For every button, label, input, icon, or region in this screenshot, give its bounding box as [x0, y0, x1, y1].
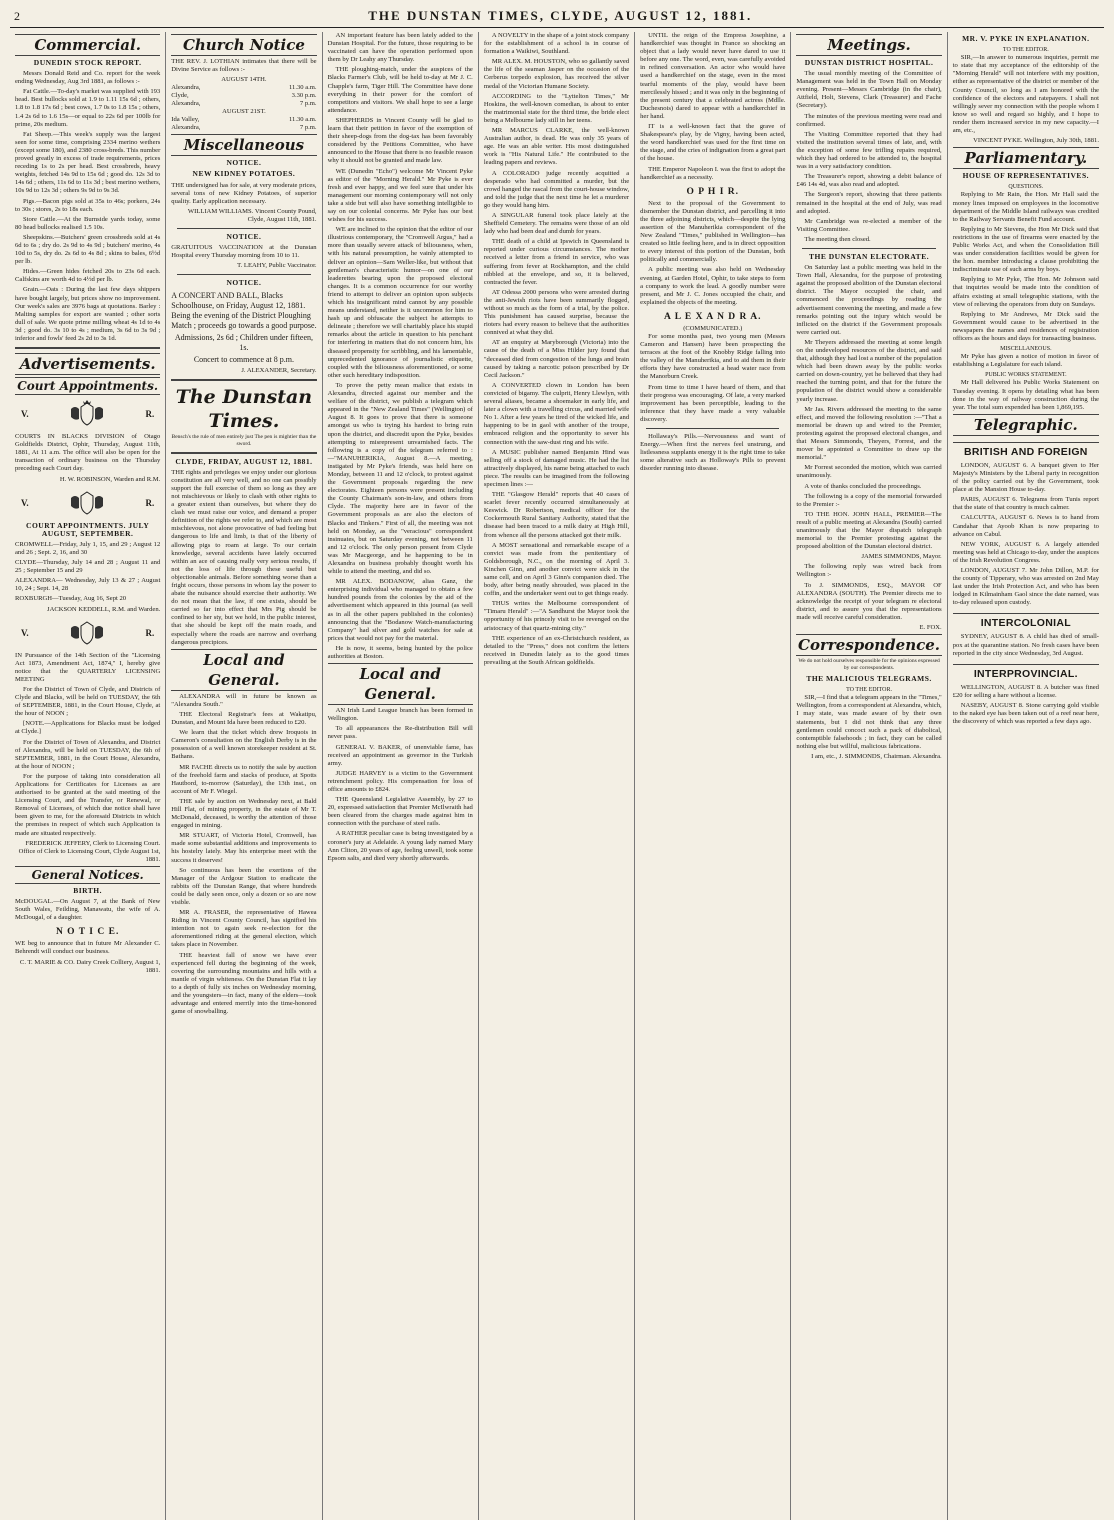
commercial-heading: Commercial. — [15, 34, 160, 56]
parliament-paragraph: Replying to Mr Andrews, Mr Dick said the Government would cause to be advertised in the newspapers the names and residences of registration officers as the hours and days for transacting business. — [952, 310, 1099, 342]
local-paragraph: THE Electoral Registrar's fees at Wakatipu, Dunstan, and Mount Ida have been reduced to £20. — [171, 710, 317, 727]
divider — [171, 379, 316, 381]
correspondence-note: We do not hold ourselves responsible for the opinions expressed by our correspondents. — [798, 658, 940, 672]
licensing-paragraph: [NOTE.—Applications for Blacks must be lodged at Clyde.] — [15, 720, 161, 736]
licensing-paragraph: For the purpose of taking into consideration all Applications for Certificates for Licenses as are authorised to be granted at the said meeting of the Licensing Court, and the Transfer, or Renewal, or Removal of Licenses, of which due notice shall have been given to me, for the aforesaid Districts in which the premises in respect of which such Application is made are situated respectively. — [15, 772, 161, 837]
divider — [802, 248, 935, 249]
licensing-paragraph: IN Pursuance of the 14th Section of the "Licensing Act 1873, Amendment Act, 1874," I, hereby give notice that the QUARTERLY LICENSING MEETING — [15, 651, 161, 683]
notice-signature: C. T. MARIE & CO. Dairy Creek Colliery, August 1, 1881. — [19, 958, 161, 974]
parliament-paragraph: Replying to Mr Pyke, The Hon. Mr Johnson said that inquiries would be made into the condition of affairs existing at small telegraphic stations, with the view of relieving the operators from duty on Sundays. — [952, 276, 1099, 308]
time: 7 p.m. — [299, 124, 317, 132]
royal-arms-icon — [67, 488, 107, 518]
table-row — [171, 92, 316, 100]
correspondence-heading: Correspondence. — [798, 636, 941, 655]
royal-cipher-r: R. — [145, 409, 155, 420]
hospital-paragraph: The meeting then closed. — [804, 235, 871, 243]
news-paragraph: AT Odessa 2000 persons who were arrested during the anti-Jewish riots have been summarily flogged, without so much as the form of a trial, by the police. This punishment has caused surprise, because the rioters had every reason to believe that the authorities connived at what they did. — [483, 288, 630, 337]
table-row — [171, 100, 316, 108]
column-1 — [10, 32, 166, 1520]
table-row — [171, 124, 316, 132]
stock-report-title: DUNEDIN STOCK REPORT. — [33, 58, 142, 67]
letter-paragraph: SIR,—I find that a telegram appears in the "Times," Wellington, from a correspondent at Alexandra, which, I may state, was made aware of by their own statements, but I did not think that any three gentlemen could concoct such a pack of diabolical, contemptible falsehoods ; in fact, they can be called nothing else but willful, malicious fabrications. — [796, 694, 942, 750]
editorial-paragraph: THE rights and privileges we enjoy under our glorious constitution are all very well, and no one can possibly support the full exercise of them so long as they are not mischievous or likely to clash with other rights to a greater extent than ourselves, but where they do clash we must raise our voice, and demand a proper definition of the rights we refer to, and which are most mischievous, not alone provocative of bad feeling but dangerous to life and limb, is that of the liberty of allowing pigs to roam at large. To our certain knowledge, several accidents have lately occurred within an ace of causing really very serious results, if not the loss of life through these useful but objectionable animals. Before something worse than a fright occurs, those persons in whom lay the power to abate the nuisance should exercise their authority. We do not mean that the law, if one exists, should be carried so far into effect that Mrs Pig should be confined to her sty, but we hold, in the public interest, that she should be kept off the main roads, and especially where the roads are narrow and overhang dangerous precipices. — [171, 468, 317, 646]
licensing-paragraph: For the District of Town of Alexandra, and District of Alexandra, will be held on TUESDAY, the 6th of SEPTEMBER, 1881, in the Court House, Alexandra, at the hour of NOON ; — [15, 738, 161, 770]
church-date: AUGUST 21ST. — [222, 108, 266, 116]
memorial-signature: JAMES SIMMONDS, Mayor. — [861, 553, 942, 561]
church-timetable — [171, 116, 316, 132]
alexandra-paragraph: From time to time I have heard of them, and that their progress was encouraging. Of late, a very marked improvement has been perceptible, leading to the inference that they have made a very valuable discovery. — [640, 383, 786, 423]
stock-paragraph: Store Cattle.—At the Burnside yards today, some 80 head bullocks realised 1.5 10s. — [15, 215, 161, 231]
column-7 — [948, 32, 1104, 1520]
news-paragraph: IT is a well-known fact that the grave of Shakespeare's play, by de Vigny, having been acted, the word handkerchief was used for the first time on the stage, and the cries of indignation from a great part of the house. — [640, 123, 786, 163]
court-appointments-heading: Court Appointments. — [15, 377, 160, 395]
table-row — [171, 116, 316, 124]
royal-arms — [21, 618, 154, 648]
newspaper-title: The Dunstan Times. — [175, 385, 313, 432]
telegram-paragraph: CALCUTTA, AUGUST 6. News is to hand from Candahar that Ayoob Khan is now preparing to advance on Cabul. — [952, 514, 1099, 538]
news-paragraph: A SINGULAR funeral took place lately at the Sheffield Cemetery. The remains were those of an old lady who had been deaf and dumb for years. — [483, 211, 630, 236]
alexandra-heading: A L E X A N D R A. — [664, 311, 762, 322]
local-paragraph: THE sale by auction on Wednesday next, at Bald Hill Flat, of mining property, in the estate of Mr T. McDonald, deceased, is worthy the attention of those engaged in mining. — [171, 797, 317, 830]
local-paragraph: MR STUART, of Victoria Hotel, Cromwell, has made some substantial additions and improvements to his hostelry lately. May his enterprise meet with the success it deserves! — [171, 832, 317, 864]
local-general-heading: Local and General. — [328, 663, 473, 705]
miscellaneous-heading: Miscellaneous — [171, 134, 316, 156]
notice-subtitle: NEW KIDNEY POTATOES. — [192, 169, 296, 179]
pyke-letter-to: TO THE EDITOR. — [1002, 47, 1049, 54]
questions-subheading: QUESTIONS. — [1008, 184, 1044, 191]
news-paragraph: THE death of a child at Ipswich in Queensland is reported under curious circumstances. The mother received a letter from a friend in service, who was suffering from fever at Rockhampton, and the child nibbled at the envelope, and so, it is believed, contracted the fever. — [483, 238, 630, 286]
news-paragraph: A COLORADO judge recently acquitted a desperado who had committed a murder, but the crowd hanged the rascal from the court-house window, and told the judge that the next time he let a murderer go they would hang him. — [483, 169, 630, 209]
telegram-paragraph: LONDON, AUGUST 7. Mr John Dillon, M.P. for the county of Tipperary, who was arrested on 2nd May last under the Irish Protection Act, and who has been lodged in Kilmainham Gaol since the date named, was to-day released upon custody. — [952, 566, 1099, 607]
columns — [10, 32, 1104, 1520]
divider — [646, 428, 779, 429]
electorate-paragraph: On Saturday last a public meeting was held in the Town Hall, Alexandra, for the purpose of protesting against the proposed abolition of the Dunstan electoral district. The Mayor occupied the chair, and commenced the proceedings by reading the advertisement convening the meeting, and made a few remarks pointing out the injury which would be inflicted on the district if the Government proposals were carried out. — [796, 264, 942, 336]
local-paragraph: A RATHER peculiar case is being investigated by a coroner's jury at Adelaide. A young lady named Mary Ann Cliton, 20 years of age, feeling unwell, took some Epsom salts, and died very shortly afterwards. — [327, 830, 473, 862]
letter-to: TO THE EDITOR. — [846, 687, 892, 694]
concert-time: Concert to commence at 8 p.m. — [193, 354, 295, 364]
time: 11.30 a.m. — [288, 84, 317, 92]
news-paragraph: MR ALEX. BODANOW, alias Ganz, the enterprising individual who managed to obtain a few hundred pounds from the colonies by the aid of the advertisement which appeared in this journal (as well as in all the other papers published in the colonies) announcing that the "Bodanow Watch-manufacturing Company" had silver and gold watches for sale at prices that would not pay for the material. — [327, 578, 473, 642]
british-foreign-heading: BRITISH AND FOREIGN — [953, 442, 1099, 459]
telegraphic-heading: Telegraphic. — [953, 414, 1099, 436]
concert-notice: A CONCERT AND BALL, Blacks Schoolhouse, on Friday, August 12, 1881. Being the evening of the District Ploughing Match ; proceeds go towards a good purpose. — [171, 290, 317, 330]
parliament-paragraph: Replying to Mr Rain, the Hon. Mr Hall said the money lines imposed on employees in the locomotive department of the Middle Island railways was credited to the Railway Servants Benefit Fund account. — [952, 191, 1099, 223]
court-notice-1-signature: H. W. ROBINSON, Warden and R.M. — [59, 475, 161, 483]
letter-signature: I am, etc., J. SIMMONDS, Chairman. Alexandra. — [811, 752, 942, 760]
concert-signature: J. ALEXANDER, Secretary. — [241, 366, 317, 374]
divider — [171, 452, 316, 454]
electorate-paragraph: Mr Jas. Rivers addressed the meeting to the same effect, and moved the following resolution :—"That a memorial be drawn up and wired to the Premier, protesting against the proposed electoral changes, and that Messrs Simmonds, Theyers, Forrest, and the mover be appointed a Committee to draw up the memorial." — [796, 405, 942, 462]
stock-paragraph: Fat Sheep.—This week's supply was the largest seen for some time, comprising 2334 merino wethers (except some 180), and 2380 cross-breds. This number proved greatly in excess of trade requirements, prices receding 1s to 2s per head. Best crossbreds, heavy weights, fetched 14s 9d to 15s 6d ; good do. 12s 3d to 14s 6d ; others, 11s 6d to 11s 3d ; best merino wethers, 10s 9d to 12s 3d ; others 9s 9d to 9s 3d. — [15, 130, 161, 195]
pyke-letter-body: SIR,—In answer to numerous inquiries, permit me to state that my acceptance of the editorship of the "Morning Herald" will not interfere with my position, either as representative of the district or member of the County Council, so long as I am honored with the confidence of the electors and ratepayers. I shall not willingly sever my connection with the people whom I know so well and regard so highly, and I hope to render them increased service in my new capacity.—I am, etc., — [952, 54, 1099, 135]
miscellaneous-subheading: MISCELLANEOUS. — [1000, 346, 1052, 353]
electorate-paragraph: A vote of thanks concluded the proceedings. — [804, 482, 922, 490]
royal-cipher-v: V. — [21, 627, 29, 638]
time: 3.30 p.m. — [291, 92, 317, 100]
notice-title: NOTICE. — [226, 232, 262, 242]
place: Ida Valley, — [171, 116, 200, 124]
column-4 — [479, 32, 635, 1520]
local-paragraph: AN Irish Land League branch has been formed in Wellington. — [327, 707, 473, 723]
advertisements-heading: Advertisements. — [15, 353, 160, 375]
news-paragraph: A MOST sensational and remarkable escape of a convict was made from the penitentiary of Goldsborough, N.C., on the morning of April 3. Kinchen Ginn, and another convict were sick in the same cell, and on April 3 Ginn's companion died. The body, after being neatly shrouded, was placed in the coffin, and the undertaker went out to get things ready. — [483, 541, 630, 598]
alexandra-paragraph: Hollaway's Pills.—Nervousness and want of Energy.—When first the nerves feel unstrung, and listlessness supplants energy it is the right time to take some alterative such as Holloway's Pills to prevent disorder running into disease. — [640, 433, 786, 473]
telegram-paragraph: LONDON, AUGUST 6. A banquet given to Her Majesty's Ministers by the Liberal party in recognition of the policy carried out by the Government, took place at the Mansion House to-day. — [952, 461, 1099, 494]
parliamentary-heading: Parliamentary. — [953, 147, 1099, 169]
court-line: ROXBURGH—Tuesday, Aug 16, Sept 20 — [15, 595, 127, 603]
memorial-body: TO THE HON. JOHN HALL, PREMIER—The result of a public meeting at Alexandra (South) carried unanimously that the Mayor dispatch telegraph memorial to the Premier protesting against the proposed abolition of the Dunstan electoral district. — [796, 510, 942, 551]
royal-arms-icon — [67, 399, 107, 429]
local-paragraph: We learn that the ticket which drew Iroquois in Cameron's consultation on the English Derby is in the possession of a well known storekeeper resident at St. Bathans. — [171, 729, 317, 761]
news-paragraph: A NOVELTY in the shape of a joint stock company for the establishment of a school is in course of formation a Waikiwi, Southland. — [483, 32, 630, 56]
electorate-paragraph: Mr Theyers addressed the meeting at some length on the undeveloped resources of the district, and said that, although they had lost a number of the population which had been drawn away by the public works carried on down-country, yet he believed that they had reached the turning point, and that for the future the population of the district would show a considerable yearly increase. — [796, 338, 942, 403]
royal-cipher-r: R. — [145, 627, 155, 638]
royal-arms — [21, 488, 154, 518]
dateline: CLYDE, FRIDAY, AUGUST 12, 1881. — [175, 456, 313, 466]
place: Clyde, — [171, 92, 189, 100]
news-paragraph: THE Emperor Napoleon I. was the first to adopt the handkerchief as a necessity. — [640, 165, 786, 181]
pyke-letter-title: MR. V. PYKE IN EXPLANATION. — [962, 34, 1090, 43]
hospital-title: DUNSTAN DISTRICT HOSPITAL. — [804, 58, 934, 67]
hospital-paragraph: The minutes of the previous meeting were read and confirmed. — [796, 112, 942, 128]
court-line: CLYDE—Thursday, July 14 and 28 ; August 11 and 25 ; September 15 and 29 — [15, 559, 161, 575]
intercolonial-paragraph: SYDNEY, AUGUST 8. A child has died of small-pox at the quarantine station. No fresh cases have been reported in the city since Wednesday, 3rd August. — [952, 633, 1099, 657]
royal-cipher-r: R. — [145, 497, 155, 508]
ophir-paragraph: A public meeting was also held on Wednesday evening, at Garden Hotel, Ophir, to take steps to form a company to work the lead. A goodly number were present, and Mr J. C. Jones occupied the chair, and explained the objects of the meeting. — [640, 266, 786, 306]
news-paragraph: AT an enquiry at Maryborough (Victoria) into the cause of the death of a Miss Hilder jury found that "deceased died from congestion of the lungs and brain caused by taking a narcotic poison prescribed by Dr Cecil Jackson." — [483, 339, 630, 379]
alexandra-subheading: (COMMUNICATED.) — [683, 324, 743, 332]
ophir-heading: O P H I R. — [686, 186, 740, 197]
electorate-paragraph: Mr Forrest seconded the motion, which was carried unanimously. — [796, 464, 942, 480]
public-works-paragraph: Mr Hall delivered his Public Works Statement on Tuesday evening. It opens by detailing what has been done in the way of railway construction during the year. The total sum expended has been 1,869,195. — [952, 379, 1099, 411]
hospital-paragraph: The Treasurer's report, showing a debit balance of £46 14s 4d, was also read and adopted. — [796, 173, 942, 189]
church-timetable — [171, 84, 316, 108]
local-paragraph: THE heaviest fall of snow we have ever experienced fell during the beginning of the week, covering the surrounding mountains and hills with a mantle of virgin whiteness. On the Dunstan Flat it lay to a depth of fully six inches on Wednesday morning, and the youngsters—in fact, many of the elders—took advantage and entered merrily into the time-honored game of snowballing. — [171, 951, 317, 1016]
column-6 — [791, 32, 947, 1520]
court-line: CROMWELL—Friday, July 1, 15, and 29 ; August 12 and 26 ; Sept. 2, 16, and 30 — [15, 540, 161, 556]
place: Alexandra, — [171, 124, 201, 132]
news-paragraph: THE experience of an ex-Christchurch resident, as detailed to the "Press," does not confirm the letters received in Dunedin lately as to the good times prevailing at the South African goldfields. — [483, 634, 630, 666]
birth-notice: McDOUGAL.—On August 7, at the Bank of New South Wales, Feilding, Manawatu, the wife of A. McDougal, of a daughter. — [15, 898, 161, 922]
news-paragraph: AN important feature has been lately added to the Dunstan Hospital. For the future, those requiring to be vaccinated can have the operation performed upon them by Dr Leahy any Thursday. — [327, 32, 473, 64]
column-3 — [323, 32, 479, 1520]
court-line: ALEXANDRA— Wednesday, July 13 & 27 ; August 10, 24 ; Sept. 14, 28 — [15, 577, 161, 593]
pyke-letter-signature: VINCENT PYKE. Wellington, July 30th, 1881. — [973, 137, 1099, 145]
reply-signature: E. FOX. — [919, 624, 942, 631]
stock-paragraph: Pigs.—Bacon pigs sold at 35s to 46s; porkers, 24s to 30s ; stores, 2s to 18s each. — [15, 197, 161, 213]
reply-body: To J. SIMMONDS, ESQ., MAYOR OF ALEXANDRA (SOUTH). The Premier directs me to acknowledge the receipt of your telegram re electoral district, and to assure you that the representations made will receive careful consideration. — [796, 581, 942, 621]
meetings-heading: Meetings. — [796, 34, 941, 56]
interprovincial-heading: INTERPROVINCIAL. — [953, 664, 1099, 681]
telegram-paragraph: PARIS, AUGUST 6. Telegrams from Tunis report that the state of that country is much calmer. — [952, 496, 1099, 512]
time: 7 p.m. — [299, 100, 317, 108]
potatoes-notice: THE undersigned has for sale, at very moderate prices, several tons of new Kidney Potatoes, of superior quality. Early application necessary. — [171, 181, 317, 205]
stock-paragraph: Sheepskins.—Butchers' green crossbreds sold at 4s 6d to 6s ; dry do. 2s 9d to 4s 9d ; butchers' merino, 4s 10d to 5s, dry do. 2s 6d to 4s 8d ; skins to bales, 6½d per lb. — [15, 233, 161, 266]
news-paragraph: MR MARCUS CLARKE, the well-known Australian author, is dead. He was only 35 years of age. He was an able writer. His most distinguished work is "His Natural Life." He contributed to the leading papers and reviews. — [483, 127, 630, 167]
news-paragraph: A CONVERTED clown in London has been convicted of bigamy. The culprit, Henry Llewlyn, with several aliases, became a shoemaker in early life, and later a clown with a travelling circus, and married wife No 1. After a few years he tired of the wicked life, and happening to be in gaol with another of the troupe, embraced religion and the opportunity to sever his connection with the saw-dust ring and his wife. — [483, 381, 630, 446]
memorial-intro: The following is a copy of the memorial forwarded to the Premier :- — [796, 492, 942, 508]
notice-title: NOTICE. — [226, 278, 262, 288]
local-paragraph: JUDGE HARVEY is a victim to the Government retrenchment policy. His compensation for loss of office amounts to £824. — [327, 769, 473, 793]
divider — [15, 347, 160, 349]
news-paragraph: A MUSIC publisher named Benjamin Hind was selling off a stock of damaged music. He had the list attractively displayed, his name being attached to each piece. The results can be imagined from the following specimen lines :— — [483, 448, 630, 488]
potatoes-signature: WILLIAM WILLIAMS. Vincent County Pound, Clyde, August 11th, 1881. — [187, 207, 317, 223]
local-paragraph: GENERAL V. BAKER, of unenviable fame, has received an appointment as governor in the Turkish army. — [327, 743, 473, 767]
hospital-paragraph: Mr Cambridge was re-elected a member of the Visiting Committee. — [796, 217, 942, 233]
parliament-title: HOUSE OF REPRESENTATIVES. — [962, 171, 1089, 181]
church-date: AUGUST 14TH. — [221, 76, 267, 84]
concert-admission: Admissions, 2s 6d ; Children under fifteen, 1s. — [174, 332, 314, 352]
alexandra-paragraph: For some months past, two young men (Messrs Cameron and Hansen) have been prospecting the terraces at the foot of the Knobby Ridge falling into the valley of the Manuherikia, and to aid them in their efforts they have constructed a head water race from the Manorburn Creek. — [640, 333, 786, 381]
time: 11.30 a.m. — [288, 116, 317, 124]
local-paragraph: THE Queensland Legislative Assembly, by 27 to 20, expressed satisfaction that Premier McIlwraith had been cleared from the charges made against him in connection with the purchase of steel rails. — [327, 796, 473, 828]
hospital-paragraph: The Visiting Committee reported that they had visited the institution several times of late, and, with the exception of some few trifling repairs required, which they had ordered to be attended to, the hospital was in a very satisfactory condition. — [796, 130, 942, 171]
royal-arms — [21, 399, 154, 429]
stock-paragraph: Grain.—Oats : During the last few days shippers have bought largely, but prices show no improvement. Our week's sales are 3976 bags at quotations. Barley : Malting samples for export are wanted ; other sorts dull of sale. We quote prime milling wheat 4s 1d to 4s 3d ; good do. 3s 10 to 4s ; medium, 3s 6d to 3s 9d ; inferior and fowls' feed 2s 2d to 3s 1d. — [15, 286, 161, 342]
hospital-paragraph: The usual monthly meeting of the Committee of Management was held in the Town Hall on Monday evening. Present—Messrs Cambridge (in the chair), Attfield, Holt, Stevens, Clark (Treasurer) and Fache (Secretary). — [796, 70, 942, 110]
divider — [177, 274, 310, 275]
local-general-heading: Local and General. — [171, 649, 316, 691]
public-works-subheading: PUBLIC WORKS STATEMENT. — [985, 372, 1067, 379]
court-notice-1: COURTS IN BLACKS DIVISION of Otago Goldfields District, Ophir, Thursday, August 11th, 1881, At 11 a.m. The office will also be open for the transaction of ordinary business on the Thursday preceding each Court day. — [15, 433, 161, 473]
local-paragraph: ALEXANDRA will in future be known as "Alexandra South." — [171, 692, 317, 708]
news-paragraph: THUS writes the Melbourne correspondent of "Timaru Herald" :—"A Sandhurst the Mayor took the opportunity of his princely visit to be revenged on the aristocracy of that quartz-mining city." — [483, 600, 630, 632]
divider — [177, 228, 310, 229]
news-paragraph: THE "Glasgow Herald" reports that 40 cases of scarlet fever recently occurred simultaneously at Keswick. Dr Robertson, medical officer for the Cockermouth Rural Sanitary Authority, stated that the disease had been traced to a milk dairy at High Hill, from whence all the persons attacked got their milk. — [483, 491, 630, 539]
news-paragraph: WE (Dunedin "Echo") welcome Mr Vincent Pyke as editor of the "Morning Herald." Mr Pyke is ever fresh and ever happy, and we feel sure that under his management our morning contemporary will not only take a side but will also have something intelligible to say on our colonial concerns. Mr Pyke has our best wishes for his success. — [327, 167, 473, 224]
stock-paragraph: Hides.—Green hides fetched 20s to 23s 6d each. Calfskins are worth 4d to 4½d per lb. — [15, 268, 161, 284]
church-notice-heading: Church Notice — [171, 34, 316, 56]
news-paragraph: To prove the petty mean malice that exists in Alexandra, directed against our member and the welfare of the district, we publish a telegram which appeared in the "New Zealand Times" (Wellington) of August 8. It goes to prove that there is someone amongst us who is trying his hardest to bring ruin upon the district, and discredit upon the Pyke, besides attempting to misrepresent unvarnished facts. The following is a copy of the telegram referred to :—"MANUHERIKIA, August 8.—A meeting, instigated by Mr Pyke's friends, was held here on Monday, between 11 and 12 o'clock, to protest against the Government proposals regarding the new electorates. Eighteen persons were present including the County Chairman's son-in-law, and others from Clyde. The majority here are in favor of the Government proposals as are also the electors of Blacks and Tinkers." First of all, the meeting was not held on Monday, as the "veracious" correspondent insinuates, but on Saturday evening, not between 11 and 12 o'clock. The only person present from Clyde was Mr Macgeorge, and he happening to be in Alexandra on business probably thought worth his while to attend the meeting, and did so. — [327, 381, 473, 576]
page-number: 2 — [14, 9, 21, 23]
notice-title: N O T I C E. — [55, 927, 120, 938]
birth-title: BIRTH. — [73, 885, 103, 895]
interprovincial-paragraph: NASEBY, AUGUST 8. Stone carrying gold visible to the naked eye has been taken out of a reef near here, the discovery of which was reported a few days ago. — [952, 701, 1099, 726]
parliament-paragraph: Replying to Mr Stevens, the Hon Mr Dick said that restrictions in the use of firearms were enacted by the Public Works Act, and when the Consolidation Bill was under consideration facilities would be given for the hon. member introducing a clause prohibiting the indiscriminate use of such arms by boys. — [952, 225, 1099, 274]
royal-cipher-v: V. — [21, 497, 29, 508]
local-paragraph: To all appearances the Re-distribution Bill will never pass. — [327, 725, 473, 741]
reply-intro: The following reply was wired back from Wellington :- — [796, 563, 942, 579]
news-paragraph: SHEPHERDS in Vincent County will be glad to learn that their petition in favor of the exemption of their sheep-dogs from the dog-tax has been favorably considered by the Petitions Committee, who have announced to the House that there is no feasible reason why it should not be granted and made law. — [327, 116, 473, 165]
notice-body: WE beg to announce that in future Mr Alexander C. Behrendt will conduct our business. — [15, 940, 161, 956]
news-paragraph: ACCORDING to the "Lyttelton Times," Mr Hoskins, the well-known comedian, is about to enter the matrimonial state for the third time, the bride elect being a Melbourne lady still in her teens. — [483, 92, 630, 124]
column-5 — [635, 32, 791, 1520]
telegram-paragraph: NEW YORK, AUGUST 6. A largely attended meeting was held at Chicago to-day, under the auspices of the Irish Revolution Congress. — [952, 540, 1099, 564]
hospital-paragraph: The Surgeon's report, showing that three patients remained in the hospital at the end of July, was read and adopted. — [796, 191, 942, 215]
news-paragraph: WE are inclined to the opinion that the editor of our illustrious contemporary, the "Cromwell Argus," had a more than usually severe attack of biliousness, when, with his natural presumption, he vainly attempted to deliver an opinion—Sam Weller-like, but without that gentleman's characteristic humor—on one of our leaderettes bearing upon the proposed electoral changes. It is a common occurrence for our worthy friend to attempt to deliver an opinion upon subjects which his insignificant mind cannot by any possible means understand, neither is it uncommon for him to hash up and obfuscate the subject he attempts to delineate ; therefore we will charitably place his stupid remarks about the article in question to his penchant for interfering in matters that do not concern him, his diseased propensity for scribbling, and his lamentable, unprecedented ignorance of journalistic etiquette, coupled with the biliousness aforementioned, or some other such hereditary indisposition. — [327, 226, 473, 379]
column-2 — [166, 32, 322, 1520]
local-paragraph: MR FACHE directs us to notify the sale by auction of the freehold farm and stacks of produce, at Spotts Hautbord, to-morrow (Saturday), the 13th inst., on account of Mr F. Wiegel. — [171, 763, 317, 795]
news-paragraph: He is now, it seems, being hunted by the police authorities at Boston. — [327, 644, 473, 661]
licensing-paragraph: For the District of Town of Clyde, and Districts of Clyde and Blacks, will be held on TUESDAY, the 6th of SEPTEMBER, 1881, in the Court House, Clyde, at the hour of NOON ; — [15, 685, 161, 718]
table-row — [171, 84, 316, 92]
news-paragraph: THE ploughing-match, under the auspices of the Blacks Farmer's Club, will be held to-day at Mr J. C. Chapple's farm, Tiger Hill. The Committee have done everything in their power for the comfort of competitors and visitors. We shall hope to see a large attendance. — [327, 66, 473, 114]
stock-paragraph: Messrs Donald Reid and Co. report for the week ending Wednesday, Aug 3rd 1881, as follows :- — [15, 70, 161, 86]
letter-title: THE MALICIOUS TELEGRAMS. — [806, 674, 932, 684]
newspaper-motto: Bensch's the rule of men entirely just The pen is mightier than the sword. — [171, 433, 317, 447]
interprovincial-paragraph: WELLINGTON, AUGUST 8. A butcher was fined £20 for selling a hare without a license. — [952, 683, 1099, 699]
stock-paragraph: Fat Cattle.—To-day's market was supplied with 193 head. Best bullocks sold at 1.9 to 1.11 15s 6d ; others, 1.8 to 1.8 17s 6d ; best cows, 1.7 0s to 1.8 15s ; others, 1.4 2s 6d to 1.6 15s—or equal to 22s 6d per 100lb for prime, 20s medium. — [15, 88, 161, 128]
masthead-title: THE DUNSTAN TIMES, CLYDE, AUGUST 12, 1881. — [368, 8, 753, 23]
church-notice-body: THE REV. J. LOTHIAN intimates that there will be Divine Service as follows :- — [171, 58, 317, 74]
vaccination-notice: GRATUITOUS VACCINATION at the Dunstan Hospital every Thursday morning from 10 to 11. — [171, 244, 317, 260]
ophir-paragraph: Next to the proposal of the Government to dismember the Dunstan district, and parcelling it into the three adjoining districts, which—despite the lying assertion of the Manuherikia correspondent of the New Zealand "Times," published in Wellington—has created so little feeling here, and is in direct opposition to every interest of this portion of the Dunstan, both politically and commercially. — [640, 199, 786, 264]
miscellaneous-paragraph: Mr Pyke has given a notice of motion in favor of establishing a Legislature for each island. — [952, 353, 1099, 369]
court-appointments-title: COURT APPOINTMENTS. JULY AUGUST, SEPTEMBER. — [26, 520, 150, 538]
masthead — [10, 8, 1104, 28]
vaccination-signature: T. LEAHY, Public Vaccinator. — [237, 262, 317, 270]
place: Alexandra, — [171, 100, 201, 108]
royal-arms-icon — [67, 618, 107, 648]
royal-cipher-v: V. — [21, 409, 29, 420]
news-paragraph: UNTIL the reign of the Empress Josephine, a handkerchief was thought in France so shocking an object that a lady would never have dared to use it before any one. The word, even, was carefully avoided in refined conversation. An actor who would have used a handkerchief on the stage, even in the most tearful moments of the play, would have been mercilessly hissed ; and it was only in the beginning of the present century that a celebrated actress (Mdlle. Duchesnois) dared to appear with a handkerchief in her hand. — [640, 32, 786, 120]
local-paragraph: MR A. FRASER, the representative of Hawea Riding in Vincent County Council, has signified his intention not to again seek re-election for the aforementioned riding at the general election, which takes place in November. — [171, 909, 317, 949]
general-notices-heading: General Notices. — [15, 866, 160, 884]
local-paragraph: So continuous has been the exertions of the Manager of the Ardgour Station to eradicate the rabbits off the Dunstan Range, that where hundreds could be daily seen once, only a dozen or so are now visible. — [171, 866, 317, 906]
court-signature: JACKSON KEDDELL, R.M. and Warden. — [47, 605, 161, 613]
intercolonial-heading: INTERCOLONIAL — [953, 613, 1099, 630]
notice-title: NOTICE. — [226, 158, 262, 168]
news-paragraph: MR ALEX. M. HOUSTON, who so gallantly saved the life of the seaman Jasper on the occasion of the Cerberus torpedo explosion, has received the silver medal of the Victorian Humane Society. — [483, 58, 630, 90]
electorate-title: THE DUNSTAN ELECTORATE. — [809, 251, 930, 261]
place: Alexandra, — [171, 84, 201, 92]
licensing-signature: FREDERICK JEFFERY, Clerk to Licensing Court. Office of Clerk to Licensing Court, Clyde August 1st, 1881. — [18, 839, 161, 863]
